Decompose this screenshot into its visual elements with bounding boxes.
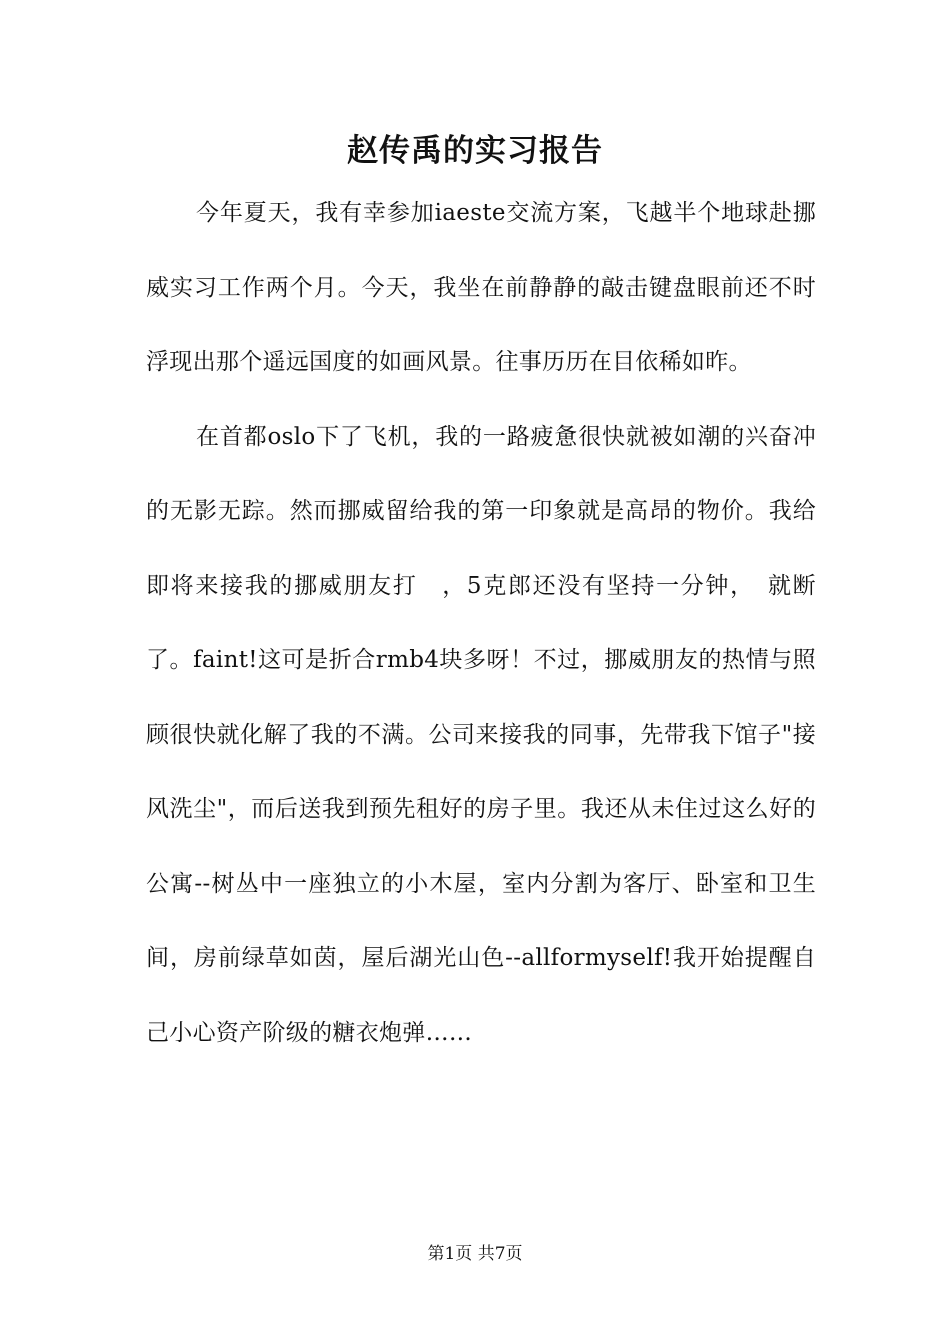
document-title: 赵传禹的实习报告: [347, 133, 603, 169]
paragraph-2: 在首都oslo下了飞机，我的一路疲惫很快就被如潮的兴奋冲的无影无踪。然而挪威留给我的第一印象就是高昂的物价。我给即将来接我的挪威朋友打 ，5克郎还没有坚持一分钟， 就断了。faint!这可是折合rmb4块多呀！不过，挪威朋友的热情与照顾很快就化解了我的不满。公司来接我的同事，先带我下馆子"接风洗尘"，而后送我到预先租好的房子里。我还从未住过这么好的公寓--树丛中一座独立的小木屋，室内分割为客厅、卧室和卫生间，房前绿草如茵，屋后湖光山色--allformyself!我开始提醒自己小心资产阶级的糖衣炮弹……: [146, 423, 816, 1046]
page-number-footer: 第1页 共7页: [427, 1244, 523, 1264]
document-body: [146, 176, 816, 1070]
paragraph-1: 今年夏天，我有幸参加iaeste交流方案，飞越半个地球赴挪威实习工作两个月。今天，我坐在前静静的敲击键盘眼前还不时浮现出那个遥远国度的如画风景。往事历历在目依稀如昨。: [146, 200, 816, 375]
